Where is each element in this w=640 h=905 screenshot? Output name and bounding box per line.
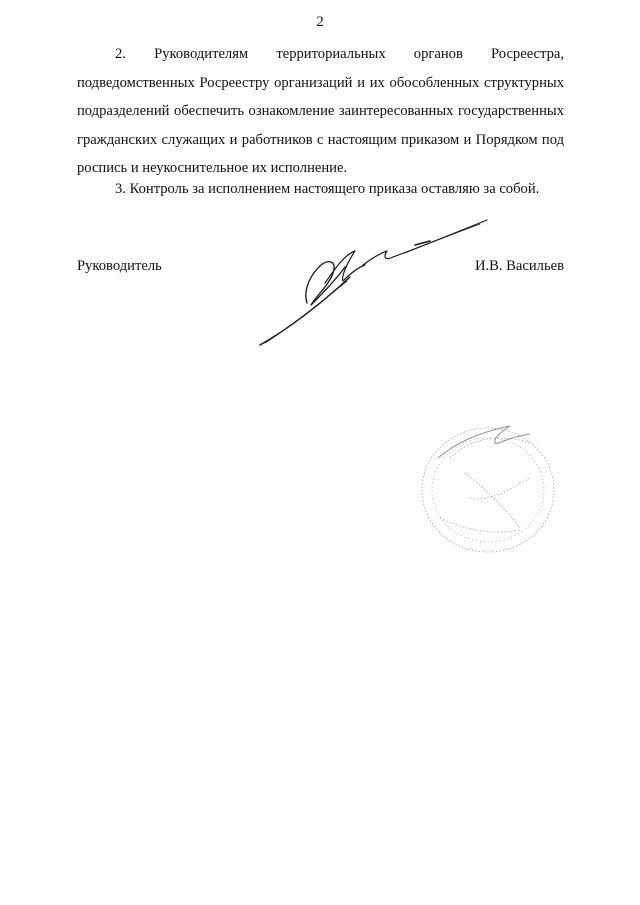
signatory-name: И.В. Васильев: [474, 258, 564, 274]
signatory-title: Руководитель: [77, 258, 162, 274]
paragraph-item-2: 2. Руководителям территориальных органов Росреестра, подведомственных Росреестру организаций и их обособленных структурных подразделений обеспечить ознакомление заинтересованных государственных гражданских служащих и работников с настоящим приказом и Порядком под роспись и неукоснительное их исполнение.: [77, 46, 564, 176]
page-number: 2: [316, 14, 324, 30]
stamp-icon: [410, 418, 560, 558]
signature-icon: [255, 215, 495, 350]
paragraph-item-3: 3. Контроль за исполнением настоящего приказа оставляю за собой.: [115, 181, 540, 197]
